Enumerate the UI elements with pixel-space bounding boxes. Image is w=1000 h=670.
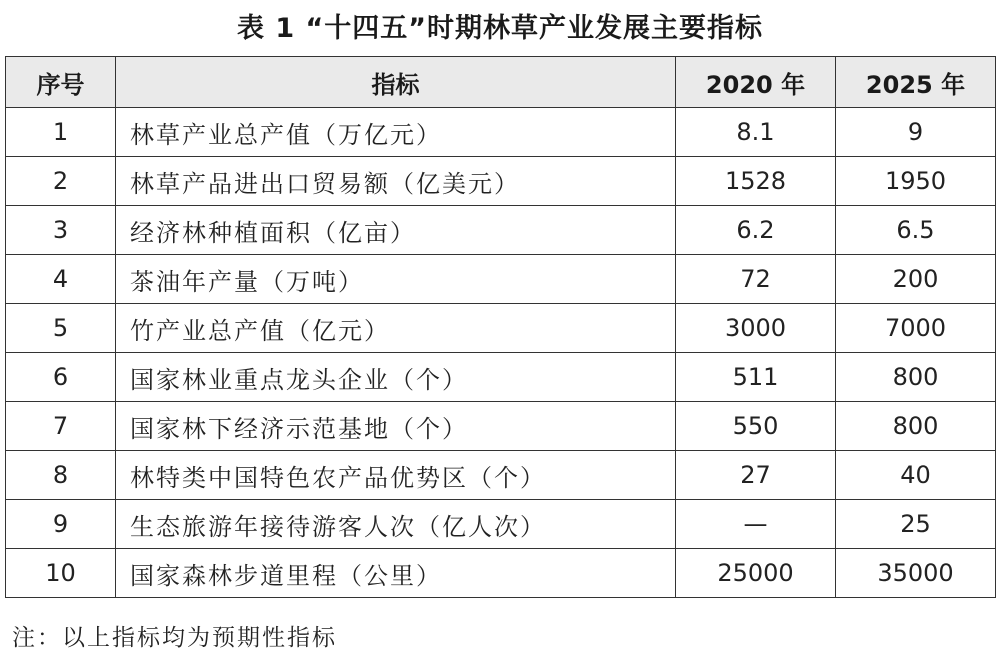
serial-number-cell: 1	[6, 108, 116, 157]
indicator-cell: 国家林业重点龙头企业（个）	[116, 353, 676, 402]
table-row	[6, 500, 996, 549]
table-row	[6, 108, 996, 157]
serial-number-cell: 7	[6, 402, 116, 451]
serial-number-cell: 5	[6, 304, 116, 353]
table-title: 表 1 “十四五”时期林草产业发展主要指标	[236, 13, 764, 44]
value-2020-cell: 6.2	[676, 206, 836, 255]
table-row	[6, 353, 996, 402]
indicator-cell: 国家林下经济示范基地（个）	[116, 402, 676, 451]
footnote: 注：以上指标均为预期性指标	[12, 625, 337, 651]
value-2020-cell: —	[676, 500, 836, 549]
value-2025-cell: 35000	[836, 549, 996, 598]
value-2020-cell: 3000	[676, 304, 836, 353]
serial-number-cell: 3	[6, 206, 116, 255]
indicator-cell: 竹产业总产值（亿元）	[116, 304, 676, 353]
table-row	[6, 206, 996, 255]
header-year-2025: 2025 年	[836, 57, 996, 108]
indicator-cell: 林草产业总产值（万亿元）	[116, 108, 676, 157]
value-2020-cell: 27	[676, 451, 836, 500]
value-2025-cell: 6.5	[836, 206, 996, 255]
value-2025-cell: 800	[836, 353, 996, 402]
value-2025-cell: 1950	[836, 157, 996, 206]
serial-number-cell: 8	[6, 451, 116, 500]
value-2025-cell: 800	[836, 402, 996, 451]
serial-number-cell: 9	[6, 500, 116, 549]
header-indicator: 指标	[116, 57, 676, 108]
table-row	[6, 157, 996, 206]
table-row	[6, 402, 996, 451]
value-2020-cell: 25000	[676, 549, 836, 598]
indicator-cell: 茶油年产量（万吨）	[116, 255, 676, 304]
header-row	[6, 57, 996, 108]
value-2020-cell: 1528	[676, 157, 836, 206]
value-2025-cell: 9	[836, 108, 996, 157]
indicator-cell: 林草产品进出口贸易额（亿美元）	[116, 157, 676, 206]
serial-number-cell: 4	[6, 255, 116, 304]
table-row	[6, 304, 996, 353]
header-serial-number: 序号	[6, 57, 116, 108]
table-row	[6, 549, 996, 598]
value-2020-cell: 550	[676, 402, 836, 451]
indicator-cell: 经济林种植面积（亿亩）	[116, 206, 676, 255]
value-2020-cell: 511	[676, 353, 836, 402]
value-2020-cell: 8.1	[676, 108, 836, 157]
header-year-2020: 2020 年	[676, 57, 836, 108]
indicator-cell: 林特类中国特色农产品优势区（个）	[116, 451, 676, 500]
indicator-cell: 国家森林步道里程（公里）	[116, 549, 676, 598]
table-row	[6, 255, 996, 304]
value-2025-cell: 200	[836, 255, 996, 304]
indicators-table	[5, 56, 996, 598]
serial-number-cell: 2	[6, 157, 116, 206]
indicator-cell: 生态旅游年接待游客人次（亿人次）	[116, 500, 676, 549]
serial-number-cell: 10	[6, 549, 116, 598]
table-row	[6, 451, 996, 500]
value-2025-cell: 40	[836, 451, 996, 500]
serial-number-cell: 6	[6, 353, 116, 402]
value-2020-cell: 72	[676, 255, 836, 304]
value-2025-cell: 7000	[836, 304, 996, 353]
value-2025-cell: 25	[836, 500, 996, 549]
